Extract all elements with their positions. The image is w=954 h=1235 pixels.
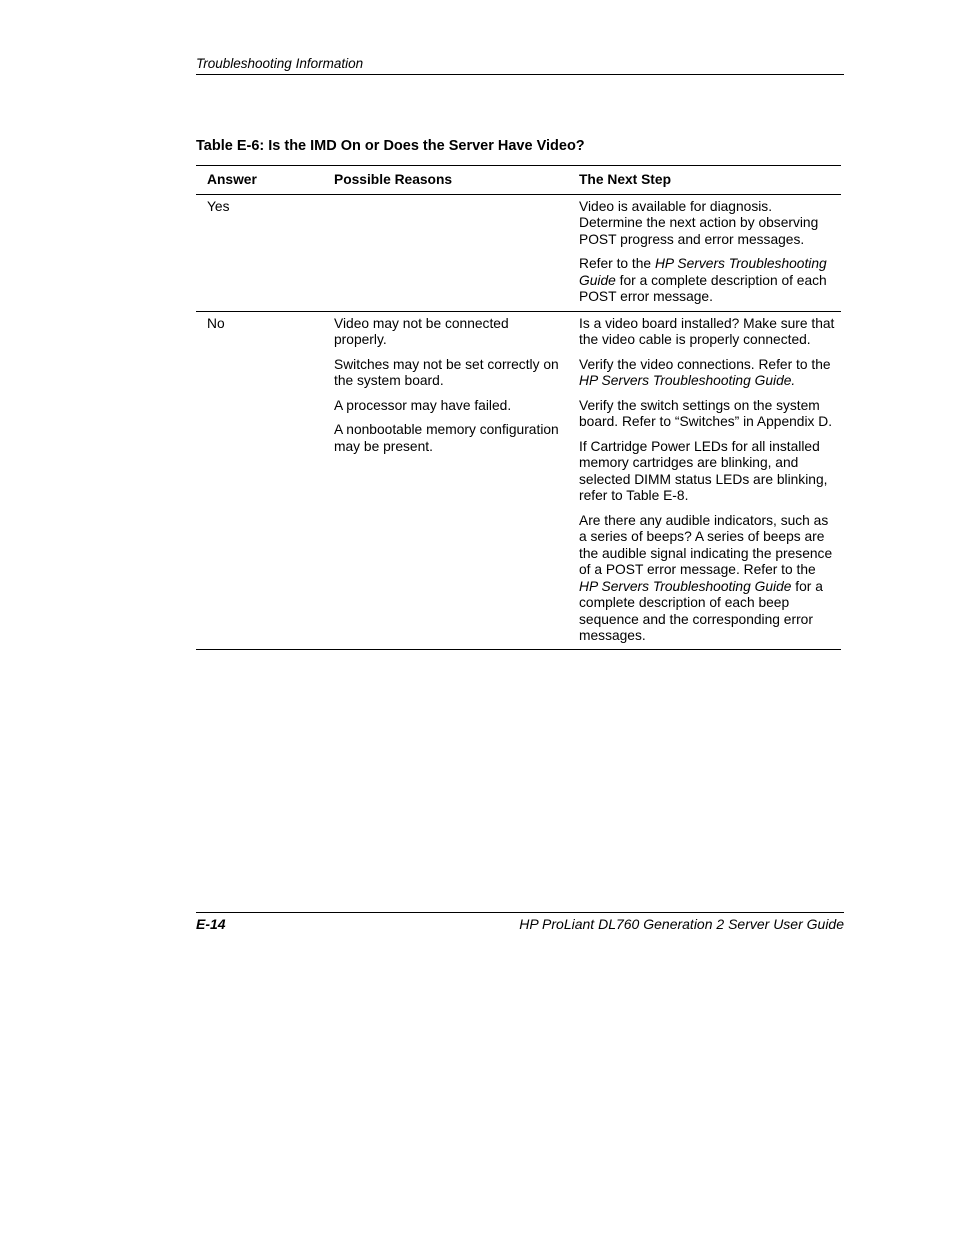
table-caption: Table E-6: Is the IMD On or Does the Server Have Video? [196, 138, 585, 154]
answer-cell: Yes [196, 194, 322, 311]
step-text: for a complete description of each beep sequence and the corresponding error messages. [579, 578, 823, 643]
guide-reference: HP Servers Troubleshooting Guide [579, 578, 792, 594]
step-text: Are there any audible indicators, such as a series of beeps? A series of beeps are the audible signal indicating the presence of a POST error message. Refer to the [579, 512, 833, 577]
next-step-cell [567, 194, 841, 311]
reason-paragraph: Video may not be connected properly. [334, 315, 509, 347]
page-number: E-14 [196, 916, 226, 932]
step-text: Verify the switch settings on the system board. Refer to “Switches” in Appendix D. [579, 397, 833, 429]
column-header-next-step: The Next Step [567, 166, 841, 194]
step-text: Is a video board installed? Make sure that the video cable is properly connected. [579, 315, 835, 347]
guide-reference: HP Servers Troubleshooting Guide [579, 256, 827, 288]
step-paragraph [579, 256, 837, 306]
troubleshooting-table [196, 165, 841, 650]
table-row-no [196, 311, 841, 649]
step-text: Refer to the [579, 256, 655, 271]
section-title: Troubleshooting Information [196, 56, 364, 71]
step-text: Verify the video connections. Refer to the [579, 356, 831, 372]
step-text: for a complete description of each POST error message. [579, 272, 827, 304]
answer-cell: No [207, 315, 225, 331]
column-header-reasons: Possible Reasons [322, 166, 567, 194]
table-row-yes [196, 194, 841, 311]
reasons-cell [322, 194, 567, 311]
step-paragraph [579, 316, 837, 349]
table-header-row [196, 166, 841, 194]
reason-paragraph: Switches may not be set correctly on the system board. [334, 356, 559, 388]
reason-paragraph: A nonbootable memory configuration may be present. [334, 422, 559, 454]
step-text: If Cartridge Power LEDs for all installed memory cartridges are blinking, and selected DIMM status LEDs are blinking, refer to Table E-8. [579, 438, 828, 503]
step-paragraph [579, 357, 837, 390]
guide-reference: HP Servers Troubleshooting Guide. [579, 373, 796, 388]
running-footer [196, 912, 844, 932]
step-paragraph [579, 513, 837, 645]
document-title: HP ProLiant DL760 Generation 2 Server User Guide [519, 916, 844, 932]
step-text: Video is available for diagnosis. Determine the next action by observing POST progress and error messages. [579, 198, 819, 247]
step-paragraph [579, 199, 837, 249]
running-header [196, 56, 844, 75]
step-paragraph [579, 398, 837, 431]
reason-paragraph: A processor may have failed. [334, 397, 512, 413]
column-header-answer: Answer [196, 166, 322, 194]
next-step-cell [567, 311, 841, 649]
step-paragraph [579, 439, 837, 505]
reasons-cell [322, 311, 567, 649]
